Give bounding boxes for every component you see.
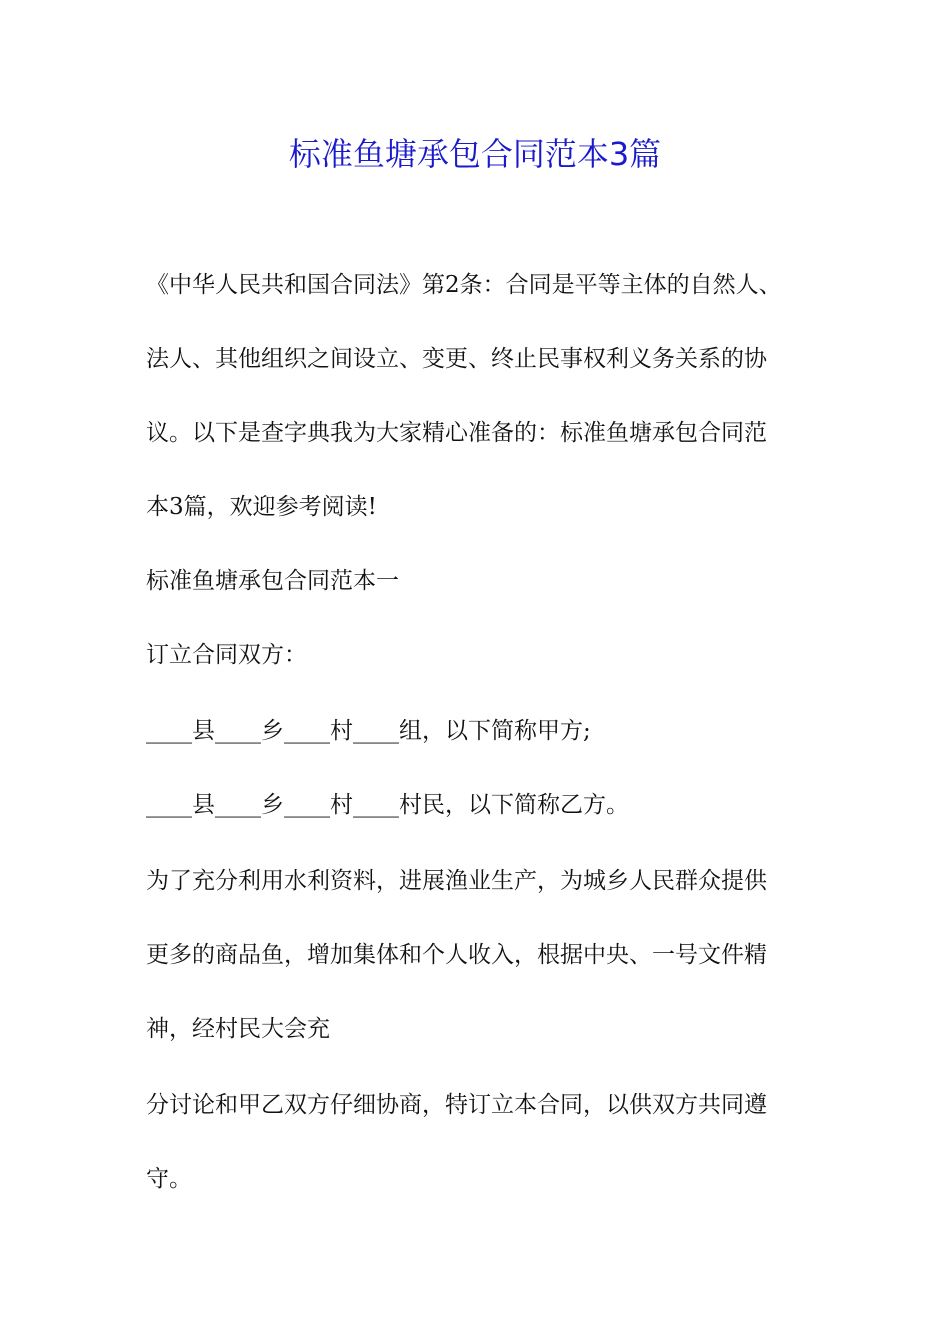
body-line: 守。 — [146, 1166, 192, 1192]
body-line: 议。以下是查字典我为大家精心准备的：标准鱼塘承包合同范 — [146, 420, 767, 446]
party-a-line: ____县____乡____村____组，以下简称甲方; — [146, 718, 591, 744]
section-heading: 标准鱼塘承包合同范本一 — [146, 568, 399, 594]
body-line: 为了充分利用水利资料，进展渔业生产，为城乡人民群众提供 — [146, 868, 767, 894]
body-line: 《中华人民共和国合同法》第2条：合同是平等主体的自然人、 — [146, 272, 782, 298]
body-line: 订立合同双方： — [146, 642, 307, 668]
document-title: 标准鱼塘承包合同范本3篇 — [288, 135, 662, 173]
body-line: 本3篇，欢迎参考阅读! — [146, 494, 377, 520]
body-line: 更多的商品鱼，增加集体和个人收入，根据中央、一号文件精 — [146, 942, 767, 968]
body-line: 神，经村民大会充 — [146, 1016, 330, 1042]
party-b-line: ____县____乡____村____村民，以下简称乙方。 — [146, 792, 629, 818]
body-line: 法人、其他组织之间设立、变更、终止民事权利义务关系的协 — [146, 346, 767, 372]
body-line: 分讨论和甲乙双方仔细协商，特订立本合同，以供双方共同遵 — [146, 1092, 767, 1118]
